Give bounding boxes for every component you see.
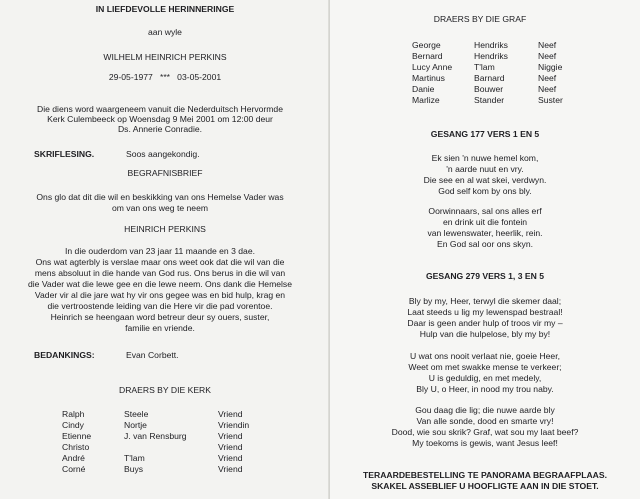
right-page bbox=[330, 0, 640, 499]
pallbearer-last: J. van Rensburg bbox=[124, 431, 187, 441]
pallbearer-first: Danie bbox=[412, 84, 435, 94]
draers-kerk-heading: DRAERS BY DIE KERK bbox=[118, 385, 211, 395]
pallbearer-role: Vriendin bbox=[218, 420, 250, 430]
service-line: Ds. Annerie Conradie. bbox=[117, 124, 203, 134]
deceased-name: WILHELM HEINRICH PERKINS bbox=[103, 52, 227, 62]
bedankings-label: BEDANKINGS: bbox=[34, 350, 95, 360]
skriflesing-value: Soos aangekondig. bbox=[126, 149, 200, 159]
pallbearer-first: Cindy bbox=[62, 420, 84, 430]
pallbearer-role: Neef bbox=[538, 40, 557, 50]
pallbearer-first: George bbox=[412, 40, 441, 50]
hymn-line: En God sal oor ons skyn. bbox=[436, 239, 533, 249]
hymn-line: Die see en al wat skei, verdwyn. bbox=[423, 175, 547, 185]
body-line: In die ouderdom van 23 jaar 11 maande en 3 dae. bbox=[65, 246, 255, 256]
pallbearer-first: Corné bbox=[62, 464, 86, 474]
pallbearer-first: Ralph bbox=[62, 409, 85, 419]
pallbearer-last: Bouwer bbox=[474, 84, 504, 94]
pallbearer-last: Nortje bbox=[124, 420, 147, 430]
begrafnisbrief-heading: BEGRAFNISBRIEF bbox=[127, 168, 203, 178]
body-line: die Vader wat die lewe gee en die lewe neem. Ons dank die Hemelse bbox=[27, 279, 292, 289]
begrafnisbrief-line: om van ons weg te neem bbox=[111, 203, 209, 213]
hymn-line: 'n aarde nuut en vry. bbox=[446, 164, 524, 174]
draers-graf-heading: DRAERS BY DIE GRAF bbox=[433, 14, 527, 24]
begrafnisbrief-line: Ons glo dat dit die wil en beskikking van ons Hemelse Vader was bbox=[36, 192, 284, 202]
hymn-line: U wat ons nooit verlaat nie, goeie Heer, bbox=[409, 351, 560, 361]
hymn-line: Dood, wie sou skrik? Graf, wat sou my laat beef? bbox=[391, 427, 579, 437]
hymn-line: Weet om met swakke mense te verkeer; bbox=[408, 362, 562, 372]
hymn-line: God self kom by ons bly. bbox=[438, 186, 532, 196]
pallbearer-last: Hendriks bbox=[474, 40, 508, 50]
hymn-line: Bly U, o Heer, in nood my trou naby. bbox=[416, 384, 554, 394]
pallbearer-first: Marlize bbox=[412, 95, 440, 105]
gesang-279-heading: GESANG 279 VERS 1, 3 EN 5 bbox=[426, 271, 544, 281]
pallbearer-last: T'lam bbox=[124, 453, 145, 463]
pallbearer-first: Lucy Anne bbox=[412, 62, 453, 72]
pallbearer-last: Buys bbox=[124, 464, 144, 474]
heading-in-liefdevolle: IN LIEFDEVOLLE HERINNERINGE bbox=[95, 4, 235, 14]
body-line: Vader vir al die jare wat hy vir ons gegee was en bid hulp, krag en bbox=[34, 290, 286, 300]
bedankings-value: Evan Corbett. bbox=[126, 350, 179, 360]
hymn-line: van lewenswater, heerlik, rein. bbox=[427, 228, 543, 238]
life-dates: 29-05-1977 *** 03-05-2001 bbox=[108, 72, 222, 82]
pallbearer-role: Vriend bbox=[218, 464, 243, 474]
skriflesing-label: SKRIFLESING. bbox=[34, 149, 95, 159]
hymn-line: Daar is geen ander hulp of troos vir my – bbox=[407, 318, 563, 328]
hymn-line: U is geduldig, en met medely, bbox=[428, 373, 542, 383]
footer-line: SKAKEL ASSEBLIEF U HOOFLIGTE AAN IN DIE STOET. bbox=[371, 481, 599, 491]
pallbearer-role: Vriend bbox=[218, 453, 243, 463]
service-line: Die diens word waargeneem vanuit die Nederduitsch Hervormde bbox=[36, 104, 283, 114]
hymn-line: Van alle sonde, dood en smarte vry! bbox=[416, 416, 554, 426]
pallbearer-role: Vriend bbox=[218, 409, 243, 419]
pallbearer-role: Neef bbox=[538, 51, 557, 61]
pallbearer-last: Hendriks bbox=[474, 51, 508, 61]
pallbearer-role: Suster bbox=[538, 95, 563, 105]
pallbearer-last: Stander bbox=[474, 95, 505, 105]
hymn-line: Ek sien 'n nuwe hemel kom, bbox=[431, 153, 539, 163]
pallbearer-first: Christo bbox=[62, 442, 90, 452]
hymn-line: Oorwinnaars, sal ons alles erf bbox=[428, 206, 542, 216]
pallbearer-first: André bbox=[62, 453, 85, 463]
aan-wyle: aan wyle bbox=[148, 27, 182, 37]
pallbearer-role: Niggie bbox=[538, 62, 563, 72]
body-line: Ons wat agterbly is verslae maar ons weet ook dat die wil van die bbox=[35, 257, 285, 267]
deceased-name-2: HEINRICH PERKINS bbox=[124, 224, 206, 234]
hymn-line: Hulp van die hulpelose, bly my by! bbox=[419, 329, 551, 339]
body-line: mens absoluut in die hande van God rus. Ons berus in die wil van bbox=[34, 268, 286, 278]
footer-line: TERAARDEBESTELLING TE PANORAMA BEGRAAFPLAAS. bbox=[363, 470, 607, 480]
gesang-177-heading: GESANG 177 VERS 1 EN 5 bbox=[430, 129, 540, 139]
body-line: familie en vriende. bbox=[125, 323, 195, 333]
hymn-line: My toekoms is gewis, want Jesus leef! bbox=[412, 438, 558, 448]
pallbearer-first: Martinus bbox=[412, 73, 445, 83]
pallbearer-last: Steele bbox=[124, 409, 149, 419]
pallbearer-role: Neef bbox=[538, 84, 557, 94]
pallbearer-last: Barnard bbox=[474, 73, 505, 83]
body-line: Heinrich se heengaan word betreur deur sy ouers, suster, bbox=[50, 312, 270, 322]
pallbearer-role: Vriend bbox=[218, 431, 243, 441]
hymn-line: en drink uit die fontein bbox=[442, 217, 528, 227]
pallbearer-first: Bernard bbox=[412, 51, 443, 61]
pallbearer-last: T'lam bbox=[474, 62, 495, 72]
hymn-line: Laat steeds u lig my lewenspad bestraal! bbox=[407, 307, 563, 317]
body-line: die vertroostende leiding van die Here vir die pad vorentoe. bbox=[47, 301, 273, 311]
service-line: Kerk Culembeeck op Woensdag 9 Mei 2001 om 12:00 deur bbox=[47, 114, 273, 124]
hymn-line: Gou daag die lig; die nuwe aarde bly bbox=[415, 405, 555, 415]
pallbearer-role: Vriend bbox=[218, 442, 243, 452]
hymn-line: Bly by my, Heer, terwyl die skemer daal; bbox=[408, 296, 562, 306]
pallbearer-first: Etienne bbox=[62, 431, 92, 441]
pallbearer-role: Neef bbox=[538, 73, 557, 83]
